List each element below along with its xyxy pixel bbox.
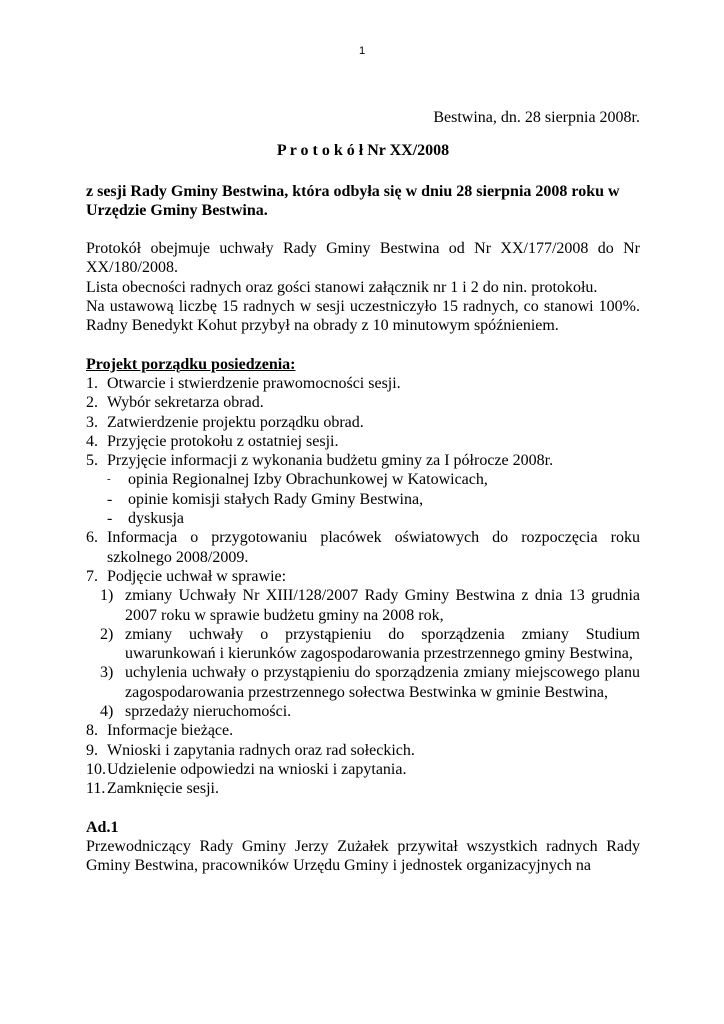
agenda-item [86,760,640,779]
subitem-text: sprzedaży nieruchomości. [125,703,292,721]
intro-attendance-list: Lista obecności radnych oraz gości stanowi załącznik nr 1 i 2 do nin. protokołu. [86,278,598,296]
agenda-item [86,721,640,740]
agenda-item-number: 10. [86,760,106,778]
place-and-date: Bestwina, dn. 28 sierpnia 2008r. [433,109,640,126]
agenda-item [86,374,640,393]
agenda-item-text: Informacje bieżące. [107,722,234,740]
agenda-item-number: 6. [86,529,98,547]
agenda-item-text: Przyjęcie protokołu z ostatniej sesji. [107,432,339,450]
dash-list-item [86,470,640,489]
dash-list-item [86,509,640,528]
agenda-item-text: Przyjęcie informacji z wykonania budżetu gminy za I półrocze 2008r. [107,452,554,470]
dash-item-text: opinia Regionalnej Izby Obrachunkowej w Katowicach, [128,471,488,489]
agenda-list [86,374,640,799]
agenda-item-number: 1. [86,374,98,392]
resolution-subitems [86,586,640,721]
resolution-subitem [86,586,640,625]
agenda-item [86,779,640,798]
subitem-text: uchylenia uchwały o przystąpieniu do sporządzenia zmiany miejscowego planu zagospodarowania przestrzennego sołectwa Bestwinka w gminie Bestwina, [125,664,640,701]
agenda-item-number: 5. [86,452,98,470]
agenda-item-text: Wnioski i zapytania radnych oraz rad sołeckich. [107,741,415,759]
document-body [86,108,640,875]
subitem-number: 1) [100,587,114,605]
agenda-item-number: 2. [86,394,98,412]
resolution-subitem [86,625,640,664]
agenda-item-number: 7. [86,567,98,585]
budget-subitems [86,470,640,528]
agenda-item [86,567,640,586]
agenda-item-text: Informacja o przygotowaniu placówek oświatowych do rozpoczęcia roku szkolnego 2008/2009. [107,529,640,566]
agenda-item-text: Otwarcie i stwierdzenie prawomocności sesji. [107,374,401,392]
agenda-item-number: 11. [86,780,106,798]
agenda-item [86,741,640,760]
intro-resolutions: Protokół obejmuje uchwały Rady Gminy Bestwina od Nr XX/177/2008 do Nr XX/180/2008. [86,240,640,277]
protocol-title: P r o t o k ó ł Nr XX/2008 [276,142,450,160]
agenda-item-text: Udzielenie odpowiedzi na wnioski i zapytania. [107,760,407,778]
agenda-item [86,432,640,451]
dash-item-text: opinie komisji stałych Rady Gminy Bestwina, [128,490,424,508]
dash-bullet: - [107,490,113,508]
ad1-text: Przewodniczący Rady Gminy Jerzy Zużałek przywitał wszystkich radnych Rady Gminy Bestwina, pracowników Urzędu Gminy i jednostek organizacyjnych na [86,837,640,875]
agenda-item-text: Podjęcie uchwał w sprawie: [107,567,287,585]
agenda-item-number: 8. [86,722,98,740]
agenda-item [86,393,640,412]
subitem-number: 4) [100,703,114,721]
agenda-item [86,528,640,567]
dash-bullet: - [107,473,111,486]
resolution-subitem [86,702,640,721]
agenda-item [86,413,640,432]
dash-bullet: - [107,510,113,528]
intro-quorum: Na ustawową liczbę 15 radnych w sesji uczestniczyło 15 radnych, co stanowi 100%. Radny Benedykt Kohut przybył na obrady z 10 minutowym spóźnieniem. [86,298,640,335]
session-subtitle: z sesji Rady Gminy Bestwina, która odbyła się w dniu 28 sierpnia 2008 roku w Urzędzie Gminy Bestwina. [86,182,620,219]
intro-section [86,239,640,335]
agenda-item-text: Wybór sekretarza obrad. [107,394,264,412]
resolution-subitem [86,663,640,702]
dash-list-item [86,490,640,509]
dash-item-text: dyskusja [128,510,184,528]
subitem-text: zmiany Uchwały Nr XIII/128/2007 Rady Gminy Bestwina z dnia 13 grudnia 2007 roku w sprawie budżetu gminy na 2008 rok, [125,587,640,624]
subitem-text: zmiany uchwały o przystąpieniu do sporządzenia zmiany Studium uwarunkowań i kierunków zagospodarowania przestrzennego gminy Bestwina, [125,625,640,663]
agenda-item-number: 4. [86,432,98,450]
ad1-heading: Ad.1 [86,818,119,836]
page-number: 1 [358,45,366,57]
subitem-number: 3) [100,664,114,682]
subitem-number: 2) [100,625,114,643]
agenda-item-number: 9. [86,741,98,759]
agenda-item-number: 3. [86,413,98,431]
agenda-item [86,451,640,470]
agenda-heading: Projekt porządku posiedzenia: [86,355,296,373]
agenda-item-text: Zatwierdzenie projektu porządku obrad. [107,413,364,431]
agenda-item-text: Zamknięcie sesji. [107,780,219,798]
